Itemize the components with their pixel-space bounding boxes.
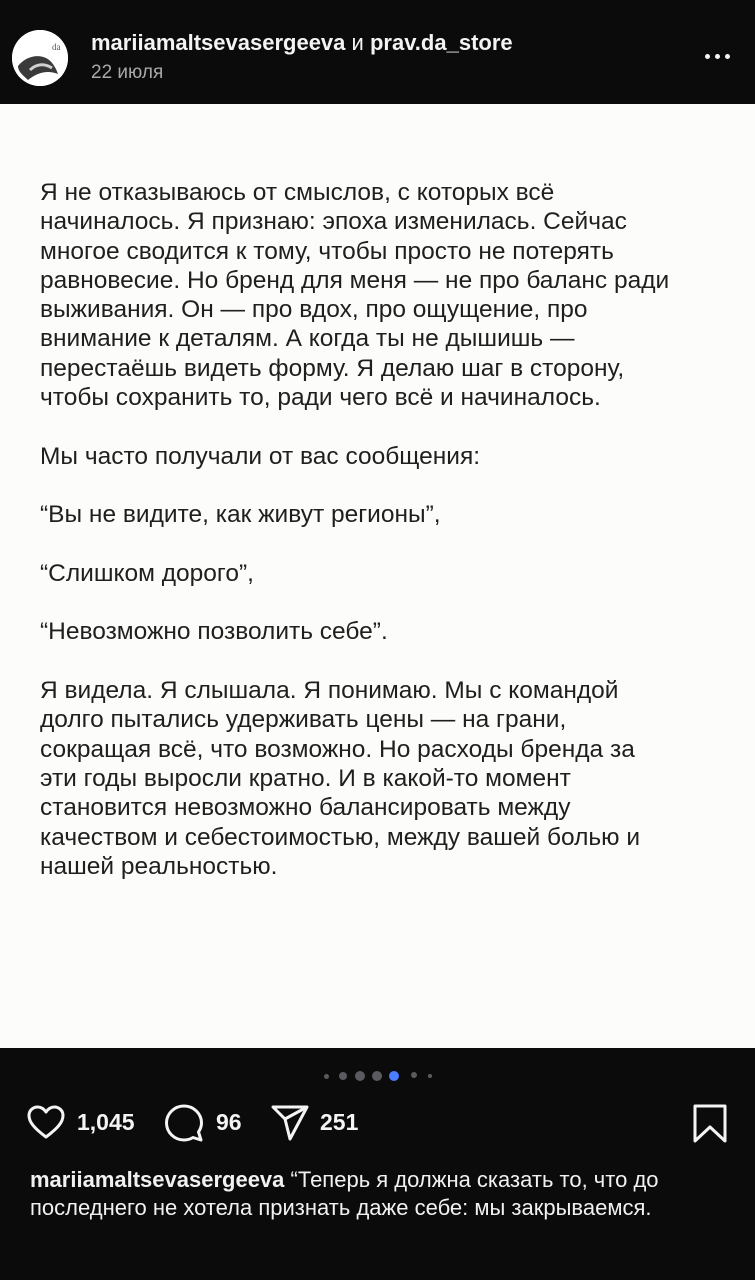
avatar-image [12,30,68,86]
carousel-dot [372,1071,382,1081]
post-caption [30,1166,730,1222]
comment-button[interactable] [164,1098,254,1148]
more-horizontal-icon [705,54,710,59]
post-paragraph: Я видела. Я слышала. Я понимаю. Мы с командой долго пытались удерживать цены — на грани, сокращая всё, что возможно. Но расходы бренда за эти годы выросли кратно. И в какой-то момент становится невозможно балансировать между качеством и себестоимостью, между вашей болью и нашей реальностью. [40,677,641,880]
comments-count: 96 [216,1109,242,1135]
post-header [0,0,755,104]
author-avatar[interactable] [12,30,68,86]
post-authors [91,30,513,56]
post-paragraph: “Слишком дорого”, [40,559,254,587]
bookmark-icon [690,1103,730,1145]
post-paragraph: “Вы не видите, как живут регионы”, [40,501,441,529]
comment-icon [164,1103,204,1143]
more-horizontal-icon-dot [715,54,720,59]
more-horizontal-icon-dot [725,54,730,59]
author-username[interactable]: mariiamaltsevasergeeva [91,30,346,55]
caption-username[interactable]: mariiamaltsevasergeeva [30,1167,285,1192]
shares-count: 251 [320,1109,359,1135]
carousel-dot [411,1072,417,1078]
like-button[interactable] [26,1098,146,1148]
post-actions-bar [0,1098,755,1148]
carousel-dot [339,1072,347,1080]
post-paragraph: “Невозможно позволить себе”. [40,618,388,646]
coauthor-username[interactable]: prav.da_store [369,30,513,55]
save-button[interactable] [690,1098,730,1148]
carousel-dot [428,1074,432,1078]
carousel-dot [324,1074,329,1079]
share-button[interactable] [270,1098,370,1148]
carousel-dot-active [389,1071,399,1081]
authors-conjunction: и [351,30,364,55]
post-paragraph: Мы часто получали от вас сообщения: [40,442,481,470]
heart-icon [26,1103,66,1143]
post-image-text [40,178,730,910]
carousel-dot [355,1071,365,1081]
post-image-slide[interactable] [0,104,755,1048]
carousel-indicator [0,1066,755,1086]
likes-count: 1,045 [77,1109,135,1135]
share-icon [270,1103,310,1143]
post-date: 22 июля [91,62,164,83]
caption-text: “Теперь я должна сказать то, что до последнего не хотела признать даже себе: мы закрываемся. [30,1167,659,1220]
post-paragraph: Я не отказываюсь от смыслов, с которых всё начиналось. Я признаю: эпоха изменилась. Сейчас многое сводится к тому, чтобы просто не потерять равновесие. Но бренд для меня — не про баланс ради выживания. Он — про вдох, про ощущение, про внимание к деталям. А когда ты не дышишь — перестаёшь видеть форму. Я делаю шаг в сторону, чтобы сохранить то, ради чего всё и начиналось. [40,179,670,412]
more-options-button[interactable] [703,44,733,68]
avatar-logo-mark: da [52,42,61,52]
